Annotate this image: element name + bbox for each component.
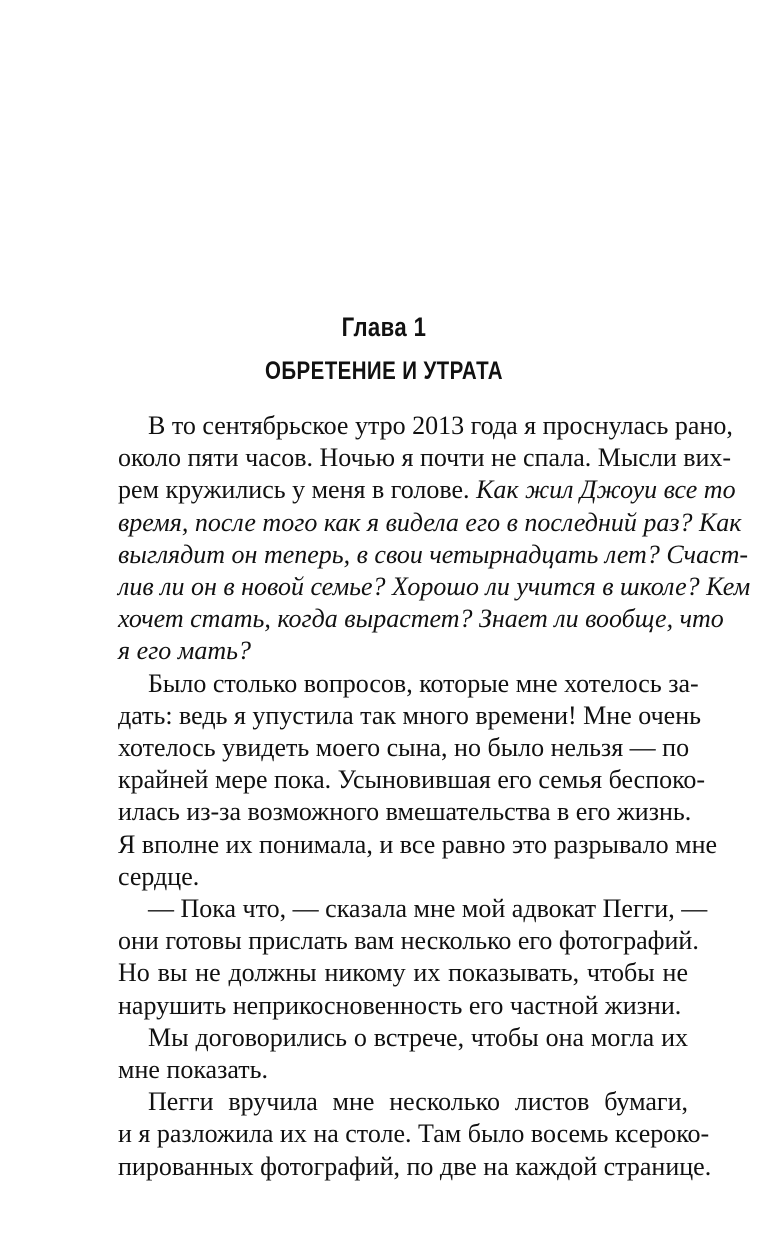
text-line: крайней мере пока. Усыновившая его семья беспоко-: [118, 765, 706, 795]
text-line: [118, 635, 688, 667]
text-line: около пяти часов. Ночью я почти не спала. Мысли вих-: [118, 443, 732, 473]
paragraph: [118, 668, 718, 893]
italic-segment: выглядит он теперь, в свои четырнадцать лет? Счаст-: [118, 539, 749, 569]
paragraph: [118, 893, 708, 1022]
italic-segment: хочет стать, когда вырастет? Знает ли вообще, что: [118, 604, 724, 634]
text-line: В то сентябрьское утро 2013 года я проснулась рано,: [148, 411, 733, 440]
italic-segment: Как жил Джоуи все то: [476, 475, 736, 505]
italic-segment: время, после того как я видела его в последний раз? Как: [118, 507, 742, 537]
text-line: Я вполне их понимала, и все равно это разрывало мне: [118, 829, 718, 859]
text-line: Было столько вопросов, которые мне хотелось за-: [148, 668, 699, 698]
paragraph: [118, 1086, 712, 1183]
chapter-body: [118, 410, 751, 1183]
text-line: и я разложила их на столе. Там было восемь ксероко-: [118, 1119, 710, 1149]
chapter-title: ОБРЕТЕНИЕ И УТРАТА: [265, 357, 503, 385]
italic-segment: лив ли он в новой семье? Хорошо ли учится в школе? Кем: [118, 572, 751, 602]
text-line: — Пока что, — сказала мне мой адвокат Пегги, —: [148, 894, 708, 924]
text-line: Но вы не должны никому их показывать, чтобы не: [118, 958, 688, 988]
text-line: [118, 474, 736, 506]
text-line: пированных фотографий, по две на каждой странице.: [118, 1151, 712, 1181]
text-line: Мы договорились о встрече, чтобы она могла их: [148, 1022, 688, 1052]
text-line: [118, 539, 749, 571]
italic-segment: я его мать?: [118, 636, 251, 666]
text-line: Пегги вручила мне несколько листов бумаги,: [148, 1087, 688, 1117]
text-line: нарушить неприкосновенность его частной жизни.: [118, 990, 682, 1020]
paragraph: [118, 1022, 688, 1086]
text-line: мне показать.: [118, 1055, 268, 1085]
text-line: [118, 603, 724, 635]
text-line: дать: ведь я упустила так много времени! Мне очень: [118, 700, 701, 730]
text-line: [118, 507, 742, 539]
chapter-number: Глава 1: [341, 312, 427, 342]
text-segment: рем кружились у меня в голове.: [118, 475, 477, 505]
text-line: сердце.: [118, 861, 200, 891]
text-line: они готовы прислать вам несколько его фотографий.: [118, 926, 699, 956]
text-line: илась из-за возможного вмешательства в его жизнь.: [118, 797, 692, 827]
paragraph: [118, 410, 751, 668]
text-line: хотелось увидеть моего сына, но было нельзя — по: [118, 733, 690, 763]
text-line: [118, 571, 751, 603]
